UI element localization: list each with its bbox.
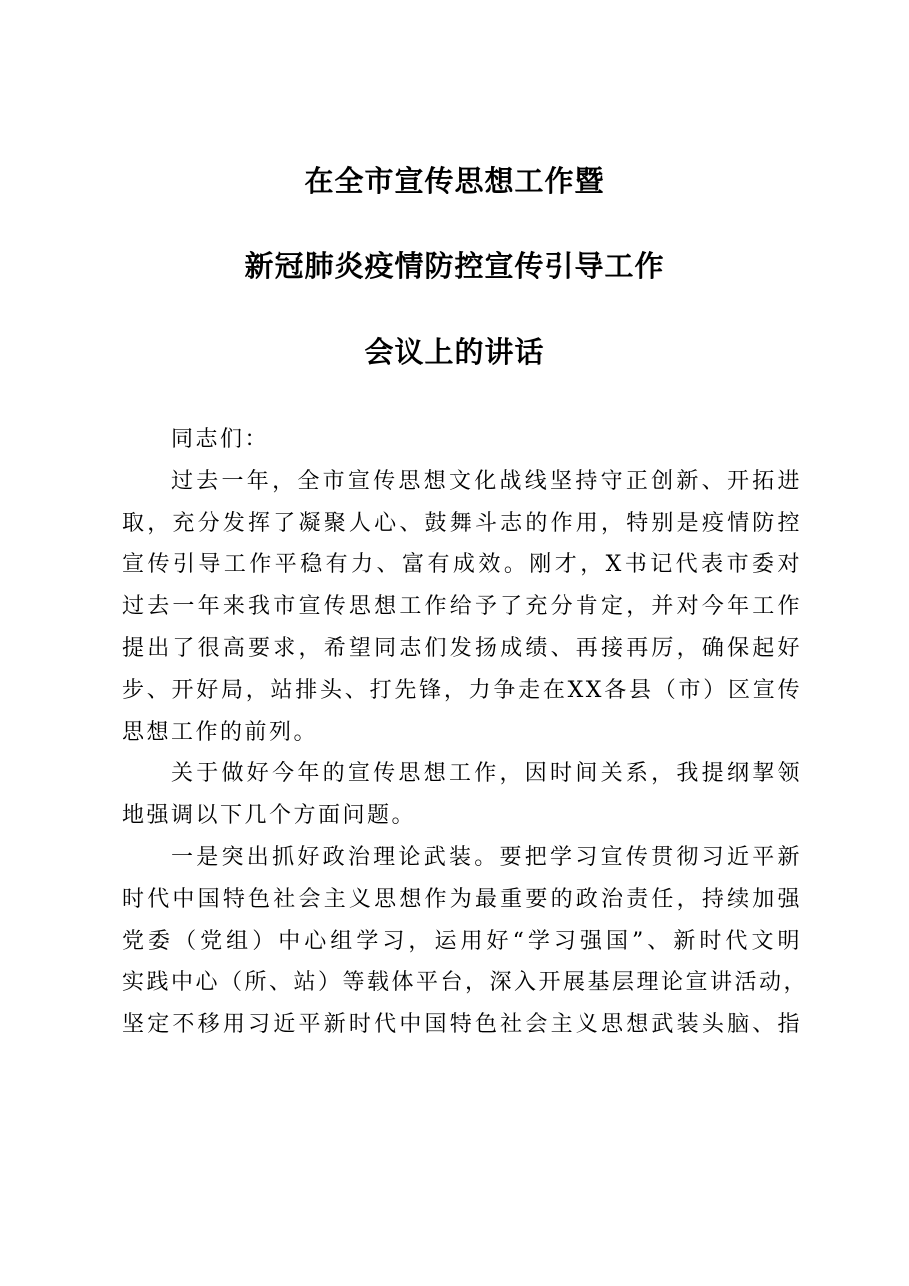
paragraph-2 [122,753,802,837]
paragraph-3 [122,837,809,1046]
paragraph-line: 思想工作的前列。 [122,719,319,745]
title-line-2: 新冠肺炎疫情防控宣传引导工作 [244,249,665,283]
paragraph-line: 过去一年，全市宣传思想文化战线坚持守正创新、开拓进 [171,468,802,494]
paragraph-line: 党委（党组）中心组学习，运用好“学习强国”、新时代文明 [122,928,802,954]
salutation: 同志们： [171,427,270,452]
title-line-1: 在全市宣传思想工作暨 [304,164,605,198]
paragraph-line: 过去一年来我市宣传思想工作给予了充分肯定，并对今年工作 [122,594,802,620]
title-line-3: 会议上的讲话 [364,335,545,369]
paragraph-line: 地强调以下几个方面问题。 [122,803,417,829]
paragraph-line: 宣传引导工作平稳有力、富有成效。刚才，X书记代表市委对 [122,552,802,578]
paragraph-line: 步、开好局，站排头、打先锋，力争走在XX各县（市）区宣传 [122,677,802,703]
paragraph-line: 实践中心（所、站）等载体平台，深入开展基层理论宣讲活动， [122,970,809,996]
document-body [122,419,809,1046]
paragraph-line: 一是突出抓好政治理论武装。要把学习宣传贯彻习近平新 [171,844,802,870]
paragraph-line: 时代中国特色社会主义思想作为最重要的政治责任，持续加强 [122,886,802,912]
paragraph-line: 提出了很高要求，希望同志们发扬成绩、再接再厉，确保起好 [122,635,802,661]
paragraph-line: 关于做好今年的宣传思想工作，因时间关系，我提纲挈领 [171,761,802,787]
paragraph-line: 坚定不移用习近平新时代中国特色社会主义思想武装头脑、指 [122,1012,802,1038]
paragraph-1 [122,461,802,754]
paragraph-line: 取，充分发挥了凝聚人心、鼓舞斗志的作用，特别是疫情防控 [122,510,802,536]
